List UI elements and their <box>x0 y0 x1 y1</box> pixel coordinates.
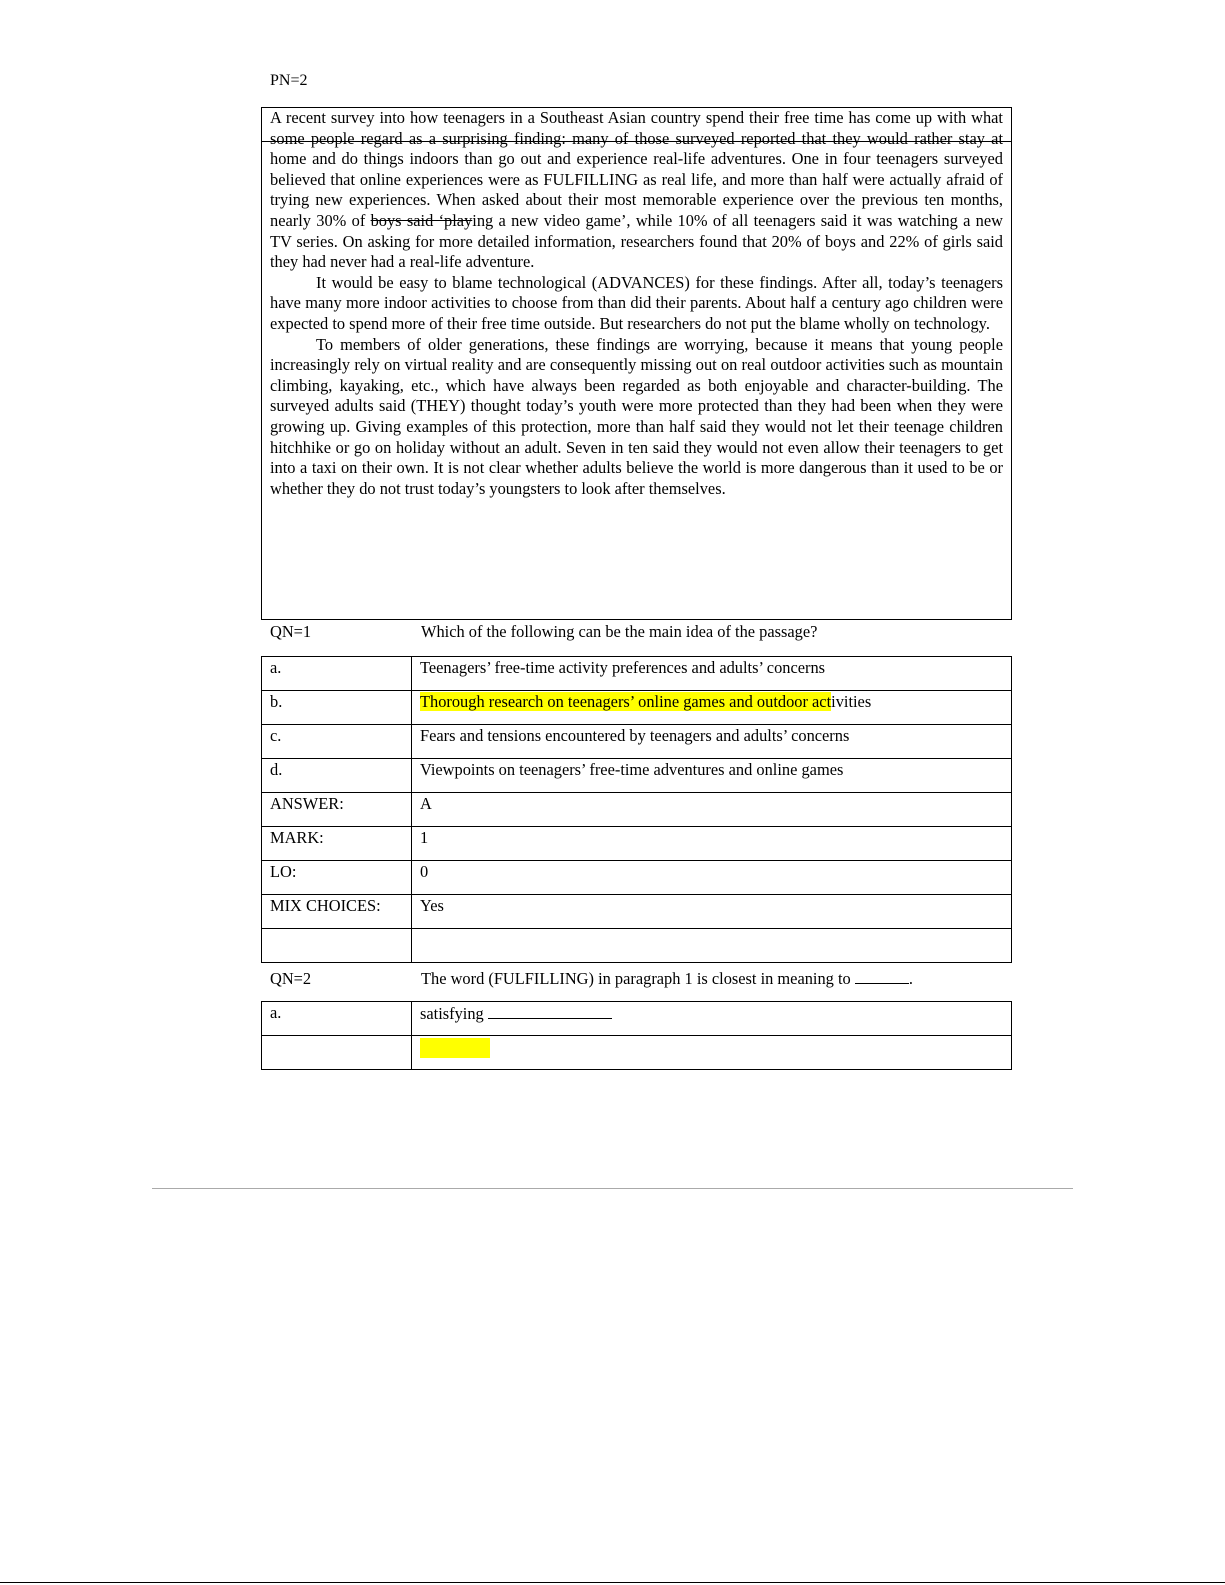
option-text: Fears and tensions encountered by teenagers and adults’ concerns <box>412 725 1012 759</box>
highlighted-cell <box>412 1036 1012 1070</box>
option-text-rest: ivities <box>831 692 872 711</box>
answer-label: ANSWER: <box>262 793 412 827</box>
question-2-table <box>261 1001 1012 1070</box>
mark-label: MARK: <box>262 827 412 861</box>
question-text: Which of the following can be the main idea of the passage? <box>421 622 818 641</box>
p1-text-rest: ing a new video game’, while 10% of all teenagers said it was watching a new TV series. On asking for more detailed information, researchers found that 20% of boys and 22% of girls said they had never had a real-life adventure. <box>270 210 1003 272</box>
p1-text: A recent survey into how teenagers in a Southeast Asian country spend their free time has come up with what some people regard as a surprising finding: many of those surveyed reported that they would rather stay at home and do things indoors than go out and experience real-life adventures. One in four teenagers surveyed believed that online experiences were as FULFILLING as real life, and more than half were actually afraid of trying new experiences. When asked about their most memorable experience over the previous ten months, nearly 30% of <box>270 108 1003 230</box>
question-text-end: . <box>908 969 913 988</box>
table-row <box>262 827 1012 861</box>
table-row <box>262 793 1012 827</box>
option-label: b. <box>262 691 412 725</box>
question-text-main: The word (FULFILLING) in paragraph 1 is closest in meaning to <box>421 969 851 988</box>
mark-value: 1 <box>412 827 1012 861</box>
option-label: a. <box>262 657 412 691</box>
passage-box <box>261 107 1012 620</box>
passage-paragraph-2: It would be easy to blame technological (ADVANCES) for these findings. After all, today’s teenagers have many more indoor activities to choose from than did their parents. About half a century ago children were expected to spend more of their free time outside. But researchers do not put the blame wholly on technology. <box>270 272 1003 333</box>
passage-paragraph-3: To members of older generations, these findings are worrying, because it means that young people increasingly rely on virtual reality and are consequently missing out on real outdoor activities such as mountain climbing, kayaking, etc., which have always been regarded as both enjoyable and character-building. The surveyed adults said (THEY) thought today’s youth were more protected than they had been when they were growing up. Giving examples of this protection, more than half said they would not let their teenage children hitchhike or go on holiday without an adult. Seven in ten said they would not even allow their teenagers to get into a taxi on their own. It is not clear whether adults believe the world is more dangerous than it used to be or whether they do not trust today’s youngsters to look after themselves. <box>270 334 1003 498</box>
question-1-table <box>261 656 1012 963</box>
highlight-mark <box>420 1038 490 1058</box>
blank-line <box>855 969 909 984</box>
passage-separator <box>262 141 1011 142</box>
question-number: QN=1 <box>270 622 312 641</box>
option-value: satisfying <box>420 1004 484 1023</box>
table-row <box>262 759 1012 793</box>
highlighted-text: Thorough research on teenagers’ online games and outdoor act <box>420 692 832 711</box>
option-text <box>412 691 1012 725</box>
option-label: a. <box>262 1002 412 1036</box>
p1-strikethrough: boys said ‘play <box>370 210 473 230</box>
lo-label: LO: <box>262 861 412 895</box>
table-row <box>262 1002 1012 1036</box>
mix-choices-value: Yes <box>412 895 1012 929</box>
option-text <box>412 1002 1012 1036</box>
page-number: PN=2 <box>270 72 308 89</box>
table-row <box>262 657 1012 691</box>
table-row <box>262 1036 1012 1070</box>
answer-value: A <box>412 793 1012 827</box>
lo-value: 0 <box>412 861 1012 895</box>
option-label: d. <box>262 759 412 793</box>
table-row <box>262 691 1012 725</box>
empty-cell <box>262 1036 412 1070</box>
question-number: QN=2 <box>270 969 312 988</box>
passage-paragraph-1 <box>270 108 1003 273</box>
underline-blank <box>488 1003 612 1019</box>
table-row <box>262 725 1012 759</box>
table-row <box>262 861 1012 895</box>
table-row <box>262 929 1012 963</box>
option-label: c. <box>262 725 412 759</box>
empty-cell <box>412 929 1012 963</box>
option-text: Viewpoints on teenagers’ free-time adventures and online games <box>412 759 1012 793</box>
bottom-border <box>0 1582 1225 1583</box>
table-row <box>262 895 1012 929</box>
page-divider <box>152 1188 1073 1189</box>
question-text <box>421 969 913 989</box>
empty-cell <box>262 929 412 963</box>
option-text: Teenagers’ free-time activity preferences and adults’ concerns <box>412 657 1012 691</box>
mix-choices-label: MIX CHOICES: <box>262 895 412 929</box>
